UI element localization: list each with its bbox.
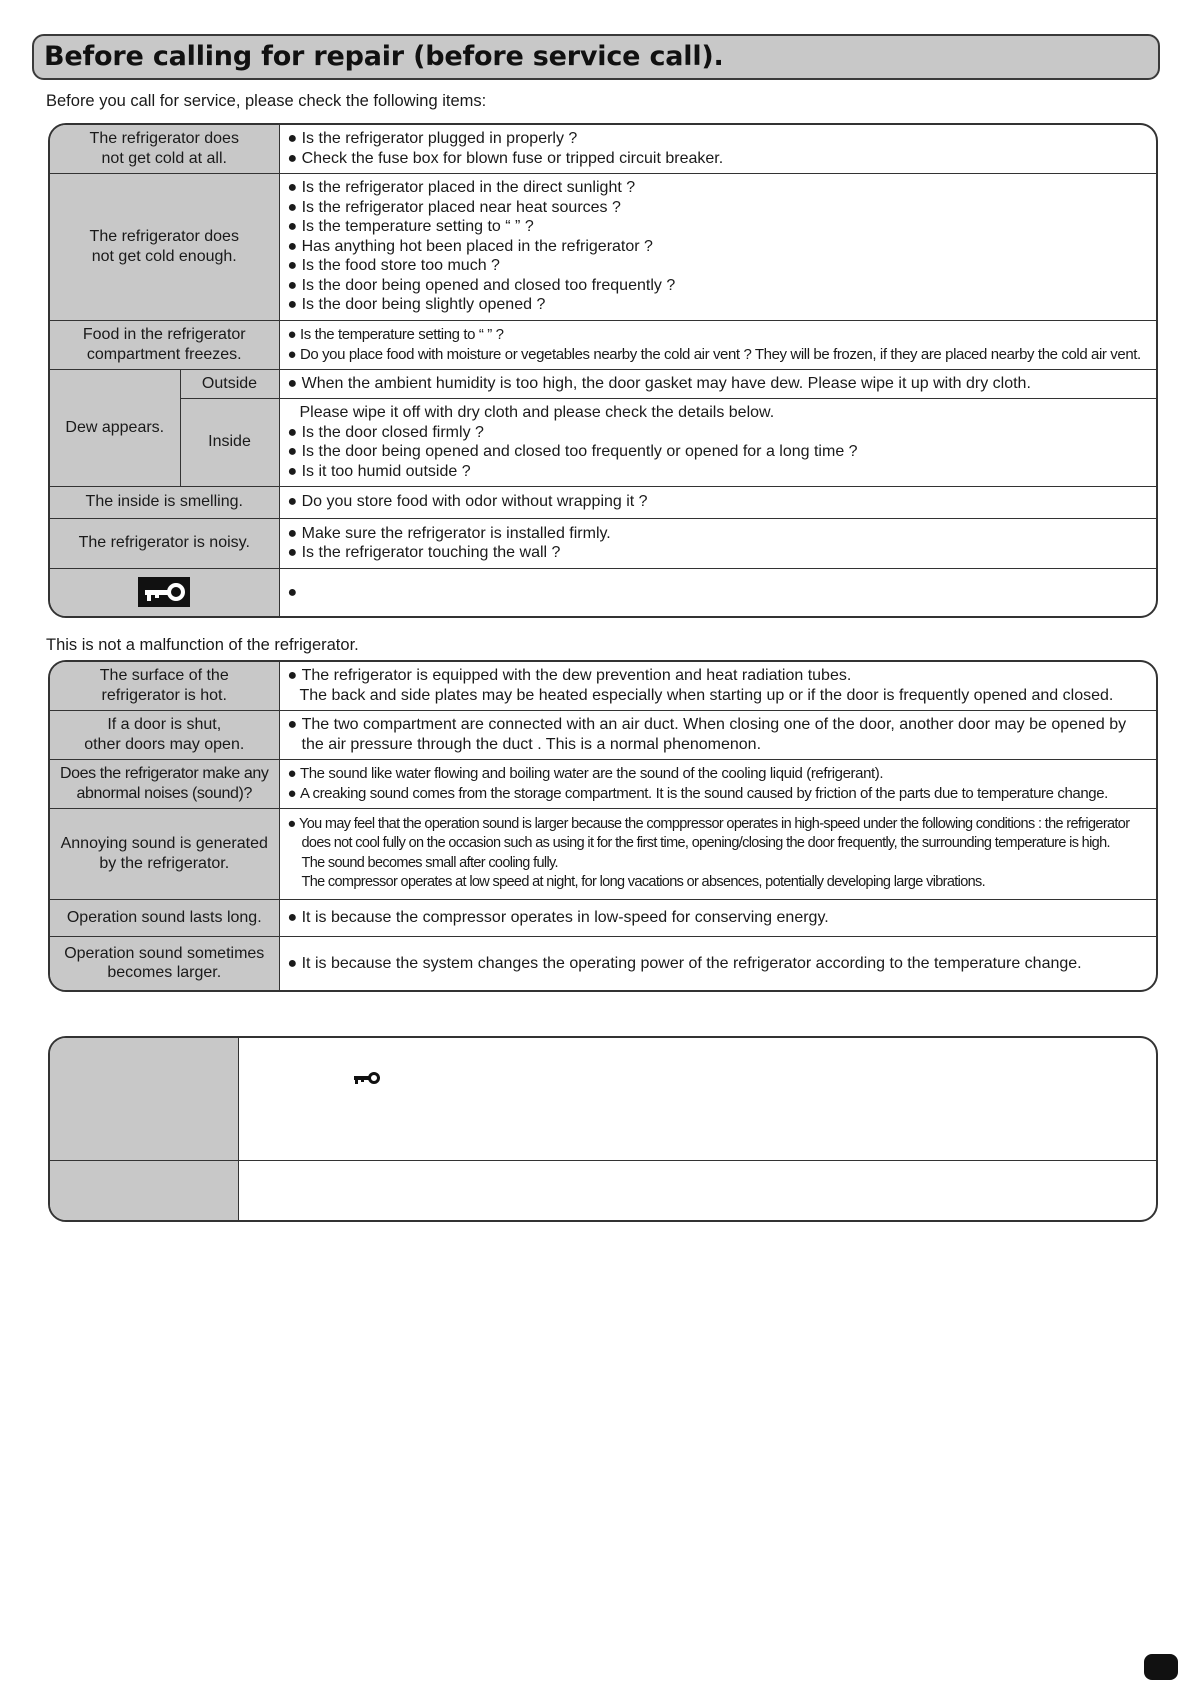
row-label: by the refrigerator. [99,854,230,872]
row-label: The refrigerator does [89,228,239,245]
info-line: ● It is because the system changes the operating power of the refrigerator according to the temperature change. [288,954,1149,974]
key-lock-icon [138,577,190,607]
sub-label-outside: Outside [180,369,279,398]
check-item: ● Is it too humid outside ? [288,462,1149,482]
info-line: ● The refrigerator is equipped with the dew prevention and heat radiation tubes. [288,666,1149,686]
row-label: not get cold at all. [101,149,227,167]
row-sound-long [50,899,1156,936]
info-line: ● The two compartment are connected with an air duct. When closing one of the door, another door may be opened by [288,715,1149,735]
check-item: ● Check the fuse box for blown fuse or tripped circuit breaker. [288,149,1149,169]
row-surface-hot [50,662,1156,710]
row-label: The refrigerator does [89,130,239,148]
info-line: The back and side plates may be heated especially when starting up or if the door is frequently opened and closed. [299,686,1114,704]
check-item-empty [288,583,1149,603]
row-not-cold-at-all [50,125,1156,173]
info-line: ● You may feel that the operation sound is larger because the comppressor operates in high-speed under the following conditions : the refrigerator [288,815,1149,834]
key-lock-icon [354,1071,382,1085]
info-line: ● The sound like water flowing and boiling water are the sound of the cooling liquid (refrigerant). [288,764,1149,783]
sub-label-inside: Inside [180,398,279,486]
row-label: Does the refrigerator make any [59,765,269,782]
bottom-row-2 [50,1160,1156,1220]
row-food-freezes [50,320,1156,369]
normal-phenomena-table [48,660,1158,992]
row-label: If a door is shut, [107,716,222,733]
check-item: ● When the ambient humidity is too high, the door gasket may have dew. Please wipe it up with dry cloth. [288,374,1149,394]
row-label: Operation sound lasts long. [50,899,279,936]
info-line: ● It is because the compressor operates in low-speed for conserving energy. [288,908,1149,928]
row-dew-inside [50,398,1156,486]
row-noisy [50,518,1156,568]
check-item: ● Has anything hot been placed in the refrigerator ? [288,237,1149,257]
intro-text: Before you call for service, please check the following items: [46,92,487,110]
row-label: becomes larger. [107,964,222,982]
row-label: Annoying sound is generated [60,835,268,852]
row-label: Operation sound sometimes [64,944,265,962]
row-annoying-sound [50,808,1156,899]
check-item: ● Is the door closed firmly ? [288,423,1149,443]
row-label: The inside is smelling. [50,486,279,518]
bottom-row-1 [50,1038,1156,1160]
row-lock [50,568,1156,616]
row-label: abnormal noises (sound)? [76,784,252,802]
row-door-open [50,710,1156,759]
bottom-info-box [48,1036,1158,1222]
check-item: ● Is the door being opened and closed too frequently or opened for a long time ? [288,442,1149,462]
check-item: ● Make sure the refrigerator is installed firmly. [288,524,1149,544]
check-item: ● Is the temperature setting to “ ” ? [288,217,1149,237]
page-number-tab [1144,1654,1178,1680]
row-dew-outside [50,369,1156,398]
row-not-cold-enough [50,173,1156,320]
check-item: ● Is the door being opened and closed too frequently ? [288,276,1149,296]
row-label: not get cold enough. [91,247,237,265]
check-item: ● Is the refrigerator plugged in properly ? [288,129,1149,149]
info-line: does not cool fully on the occasion such as using it for the first time, opening/closing the door frequently, the surrounding temperature is high. [301,835,1110,852]
info-line: ● A creaking sound comes from the storage compartment. It is the sound caused by friction of the parts due to temperature change. [288,784,1149,803]
not-malfunction-heading: This is not a malfunction of the refrigerator. [46,636,359,654]
row-sound-larger [50,936,1156,990]
page-title: Before calling for repair (before service call). [32,34,1160,80]
info-line: the air pressure through the duct . This is a normal phenomenon. [301,735,762,753]
check-item: ● Is the temperature setting to “ ” ? [288,325,1149,344]
info-line: The sound becomes small after cooling fully. [301,854,558,871]
checklist-table [48,123,1158,618]
row-smelling [50,486,1156,518]
check-item: ● Do you store food with odor without wrapping it ? [288,492,1149,512]
row-label: Dew appears. [50,369,180,486]
row-label: The surface of the [99,667,229,685]
check-item: ● Is the refrigerator placed near heat sources ? [288,198,1149,218]
row-label: refrigerator is hot. [101,686,227,704]
row-label: Food in the refrigerator [82,326,246,343]
check-intro: Please wipe it off with dry cloth and please check the details below. [299,404,775,421]
row-label: The refrigerator is noisy. [50,518,279,568]
info-line: The compressor operates at low speed at night, for long vacations or absences, potentially developing large vibrations. [301,873,986,890]
row-abnormal-noises [50,759,1156,808]
check-item: ● Do you place food with moisture or vegetables nearby the cold air vent ? They will be frozen, if they are placed nearby the cold air vent. [288,345,1149,364]
row-label: other doors may open. [84,735,245,753]
row-label: compartment freezes. [86,345,242,363]
check-item: ● Is the refrigerator touching the wall ? [288,543,1149,563]
check-item: ● Is the food store too much ? [288,256,1149,276]
check-item: ● Is the door being slightly opened ? [288,295,1149,315]
check-item: ● Is the refrigerator placed in the direct sunlight ? [288,178,1149,198]
